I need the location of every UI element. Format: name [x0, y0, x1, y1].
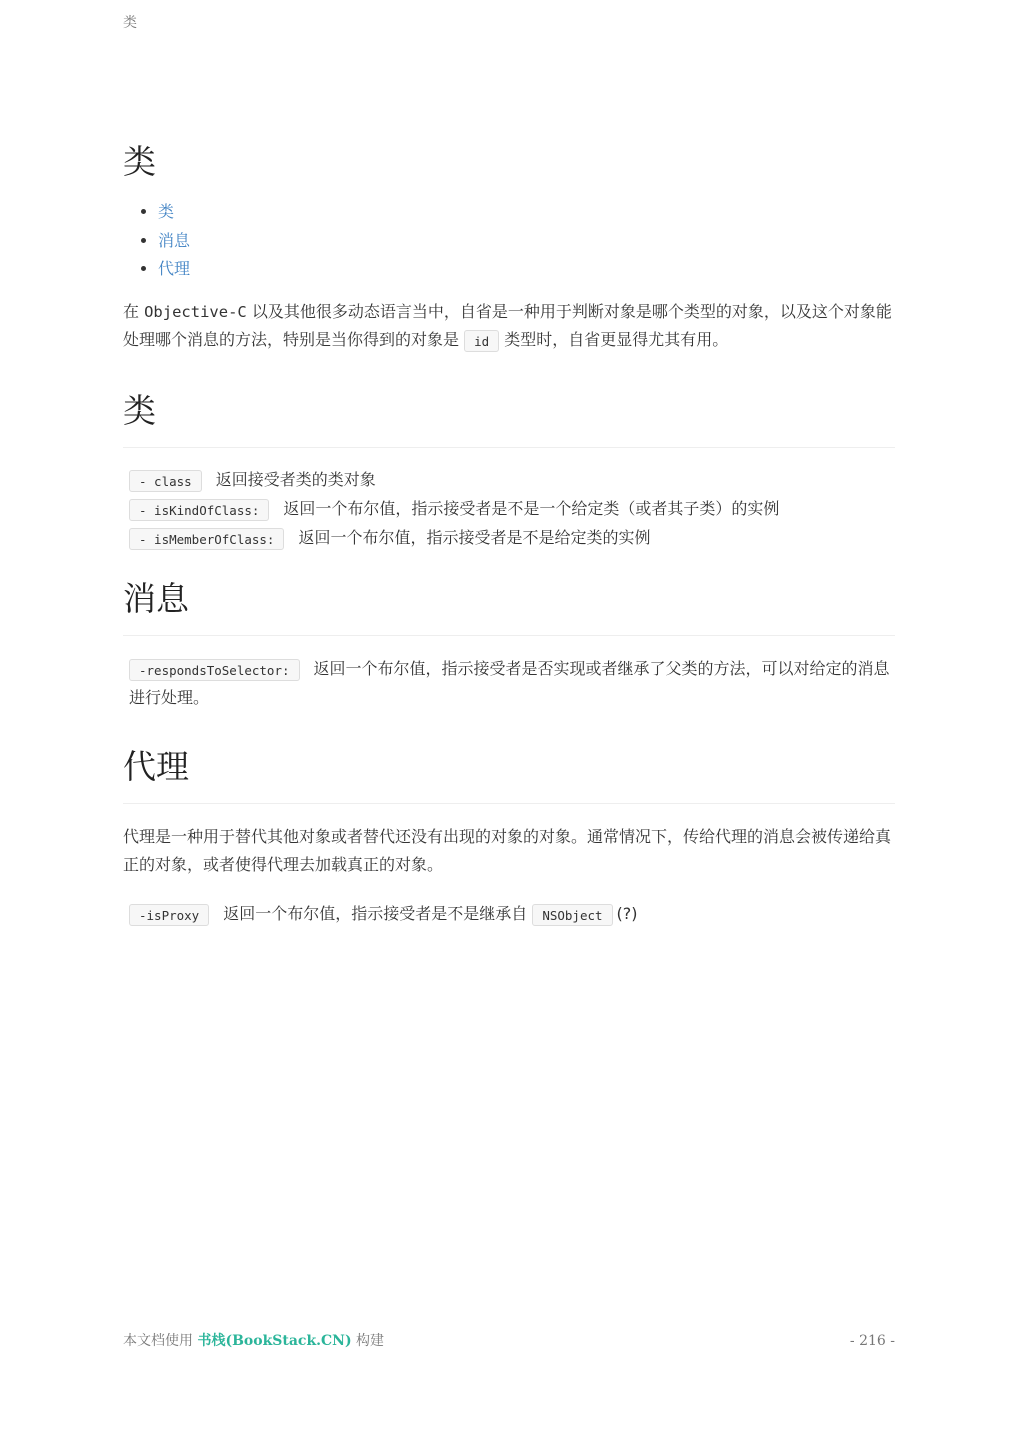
method-code: - class: [129, 470, 202, 492]
method-description: 返回一个布尔值，指示接受者是不是一个给定类（或者其子类）的实例: [283, 498, 780, 518]
method-description: 返回一个布尔值，指示接受者是不是继承自: [223, 903, 533, 923]
method-definition: [123, 524, 895, 553]
running-head: 类: [123, 15, 137, 31]
method-description: 返回接受者类的类对象: [215, 469, 376, 489]
table-of-contents: [123, 198, 895, 284]
message-definition: [123, 655, 895, 713]
intro-text: 在: [123, 301, 145, 321]
method-code: -respondsToSelector:: [129, 659, 300, 681]
method-code: - isMemberOfClass:: [129, 528, 284, 550]
intro-text: 类型时，自省更显得尤其有用。: [499, 330, 729, 349]
method-code: - isKindOfClass:: [129, 499, 269, 521]
method-description: 返回一个布尔值，指示接受者是不是给定类的实例: [298, 527, 651, 547]
page-title: 类: [123, 142, 156, 181]
toc-link-class[interactable]: 类: [158, 202, 175, 221]
method-code: -isProxy: [129, 904, 209, 926]
inline-code-nsobject: NSObject: [532, 904, 612, 926]
method-description-tail: (?): [616, 903, 638, 923]
class-method-list: [123, 466, 895, 553]
document-body: [123, 140, 895, 929]
page-number: - 216 -: [849, 1333, 895, 1349]
intro-paragraph: [123, 298, 895, 356]
language-name: Objective-C: [144, 302, 247, 321]
toc-item: [158, 198, 895, 227]
method-definition: [123, 900, 895, 929]
method-description: 返回一个布尔值，指示接受者是否实现或者继承了父类的方法，可以对给定的消息进行处理。: [129, 658, 890, 707]
proxy-paragraph: 代理是一种用于替代其他对象或者替代还没有出现的对象的对象。通常情况下，传给代理的消息会被传递给真正的对象，或者使得代理去加载真正的对象。: [123, 826, 892, 874]
toc-link-message[interactable]: 消息: [158, 230, 191, 250]
section-heading-proxy: 代理: [123, 745, 895, 804]
toc-link-proxy[interactable]: 代理: [158, 259, 191, 278]
toc-item: [158, 227, 895, 256]
footer-prefix: 本文档使用: [123, 1333, 198, 1349]
footer-suffix: 构建: [351, 1333, 385, 1349]
section-heading-message: 消息: [123, 577, 895, 636]
section-heading-class: 类: [123, 389, 895, 448]
method-definition: [123, 495, 895, 524]
footer-brand-link[interactable]: 书栈(BookStack.CN): [197, 1333, 352, 1349]
intro-text: 以及其他很多动态语言当中，自省是一种用于判断对象是哪个类型的对象，以及这个对象能处理哪个消息的方法，特别是当你得到的对象是: [123, 301, 892, 349]
toc-item: [158, 255, 895, 284]
inline-code-id: id: [464, 330, 499, 352]
method-definition: [123, 466, 895, 495]
footer-credit: [123, 1331, 384, 1351]
